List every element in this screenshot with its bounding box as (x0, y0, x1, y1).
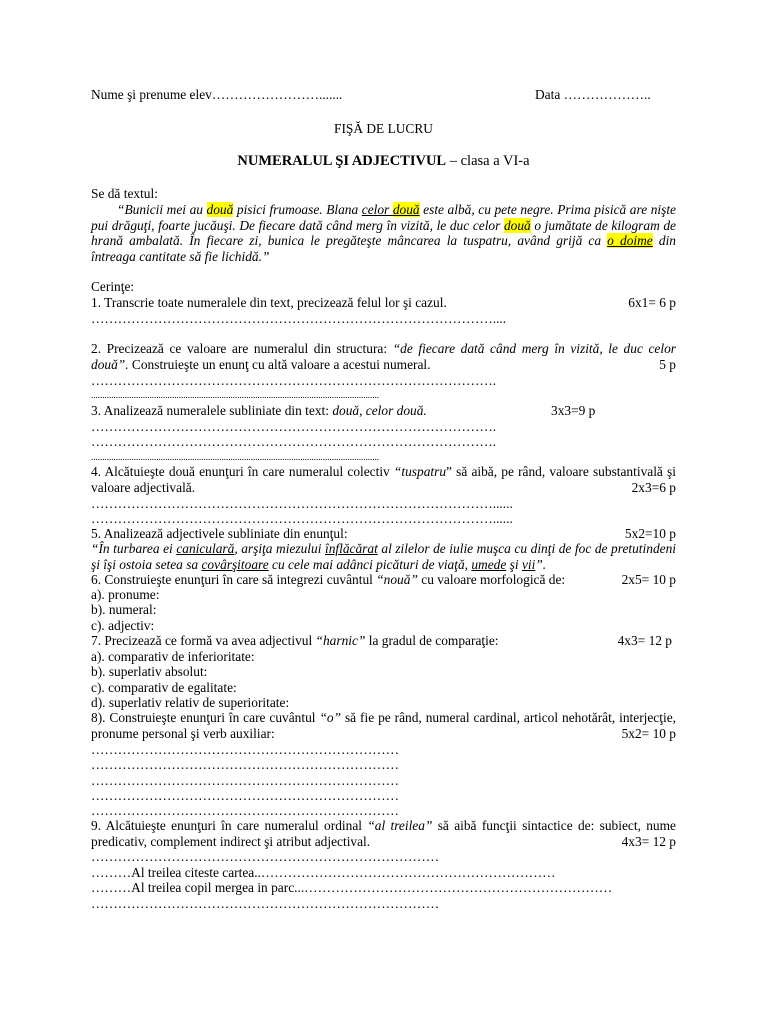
question-3-text: 3. Analizează numeralele subliniate din text: (91, 403, 333, 418)
question-9 (91, 818, 676, 849)
worksheet-subtitle (91, 154, 676, 170)
cerinte-label: Cerinţe: (91, 279, 135, 294)
answer-line[interactable]: ………………………………………………………………………………...... (91, 511, 513, 526)
sentence-part: al zilelor de iulie muşca cu dinţi de foc de pretutindeni şi îşi ostoia setea sa (91, 541, 676, 572)
question-7-text-2: la gradul de comparaţie: (365, 633, 499, 648)
question-7-points: 4x3= 12 p (617, 633, 672, 648)
subtitle-rest: – clasa a VI-a (446, 153, 530, 169)
question-6-points: 2x5= 10 p (621, 572, 676, 587)
question-8-quote: “o” (319, 710, 342, 725)
highlighted-numeral: două (206, 202, 234, 217)
passage-part: din întreaga cantitate să fie lichidă.” (91, 233, 676, 264)
student-name-label: Nume şi prenume elev……………………....... (91, 87, 343, 102)
passage-part: “Bunicii mei au (117, 202, 207, 217)
question-7 (91, 633, 676, 649)
question-5 (91, 526, 676, 542)
header-row (91, 87, 676, 103)
question-1-text: 1. Transcrie toate numeralele din text, precizează felul lor şi cazul. (91, 295, 447, 310)
sentence-part: ”. (535, 556, 547, 572)
question-6-option-b: b). numeral: (91, 602, 157, 617)
question-6-text-2: cu valoare morfologică de: (417, 572, 566, 587)
question-9-text: 9. Alcătuieşte enunţuri în care numeralul ordinal (91, 818, 368, 833)
answer-line[interactable]: …………………………………………………………… (91, 742, 399, 757)
question-2-text-2: Construieşte un enunţ cu altă valoare a acestui numeral. (128, 356, 431, 372)
underlined-adjective: covârşitoare (201, 556, 269, 572)
question-6-option-a: a). pronume: (91, 587, 160, 602)
question-7-option-d: d). superlativ relativ de superioritate: (91, 695, 290, 710)
answer-line[interactable]: ................................................................................................................................ (91, 452, 379, 462)
question-7-option-c: c). comparativ de egalitate: (91, 680, 237, 695)
question-7-option-a: a). comparativ de inferioritate: (91, 649, 255, 664)
question-9-points: 4x3= 12 p (621, 834, 676, 849)
answer-example-1[interactable]: ………Al treilea citeste cartea..………………………………………………………… (91, 865, 556, 880)
question-9-text-2: să aibă funcţii sintactice de: subiect, nume predicativ, complement indirect şi atribut adjectival. (91, 818, 676, 849)
answer-line[interactable]: ……………………………………………………………………………….... (91, 311, 507, 326)
question-5-points: 5x2=10 p (624, 526, 676, 541)
question-7-option-b: b). superlativ absolut: (91, 664, 208, 679)
question-9-quote: “al treilea” (367, 818, 433, 833)
answer-line[interactable]: …………………………………………………………… (91, 788, 399, 803)
answer-line[interactable]: …………………………………………………………… (91, 803, 399, 818)
answer-line[interactable]: ................................................................................................................................ (91, 390, 379, 400)
passage-part: pisici frumoase. Blana (233, 202, 362, 217)
question-1-points: 6x1= 6 p (628, 295, 676, 310)
question-5-text: 5. Analizează adjectivele subliniate din enunţul: (91, 526, 348, 541)
question-3-points: 3x3=9 p (551, 403, 596, 418)
underlined-adjective: umede (471, 556, 507, 572)
question-6-quote: “nouă” (376, 572, 418, 587)
question-8 (91, 710, 676, 741)
worksheet-page (91, 0, 676, 1024)
question-4-quote: “tuspatru (393, 464, 447, 479)
question-6-text: 6. Construieşte enunţuri în care să integrezi cuvântul (91, 572, 377, 587)
answer-example-2[interactable]: ………Al treilea copil mergea in parc...…………………………………………………………… (91, 880, 613, 895)
question-4-points: 2x3=6 p (631, 480, 676, 495)
question-3 (91, 403, 676, 419)
answer-line[interactable]: ………………………………………………………………………………. (91, 434, 497, 449)
sentence-part: cu cele mai adânci picături de viaţă, (268, 556, 472, 572)
underlined-adjective: caniculară (176, 541, 235, 556)
question-4-text: 4. Alcătuieşte două enunţuri în care numeralul colectiv (91, 464, 394, 479)
question-2-text: 2. Precizează ce valoare are numeralul din structura: (91, 341, 393, 356)
answer-line[interactable]: ………………………………………………………………………………...... (91, 496, 513, 511)
question-7-quote: “harnic” (315, 633, 366, 648)
underlined-highlighted-numeral: două (392, 202, 420, 217)
question-8-points: 5x2= 10 p (621, 726, 676, 741)
question-4-text-2: ” să aibă, pe rând, valoare substantivală şi valoare adjectivală. (91, 464, 676, 495)
answer-line[interactable]: …………………………………………………………… (91, 773, 399, 788)
question-6-option-c: c). adjectiv: (91, 618, 155, 633)
worksheet-title: FIŞĂ DE LUCRU (334, 121, 433, 136)
question-2-points: 5 p (659, 357, 676, 372)
date-label: Data ……………….. (535, 87, 651, 102)
passage-part: o jumătate de kilogram de hrană ambalată. În fiecare zi, bunica le pregăteşte mâncarea la tuspatru, având grijă ca (91, 217, 676, 249)
underlined-adjective: vii (521, 556, 536, 572)
subtitle-bold: NUMERALUL ŞI ADJECTIVUL (237, 153, 447, 169)
question-5-sentence (91, 541, 676, 572)
question-8-text-2: să fie pe rând, numeral cardinal, articol nehotărât, interjecţie, pronume personal şi verb auxiliar: (91, 710, 676, 741)
question-8-text: 8). Construieşte enunţuri în care cuvântul (91, 710, 320, 725)
passage-part: este albă, cu pete negre. Prima pisică are nişte pui drăguţi, foarte jucăuşi. De fiecare dată când merg în vizită, le duc celor (91, 202, 676, 233)
question-2 (91, 341, 676, 372)
question-2-quote: “de fiecare dată când merg în vizită, le duc celor două”. (91, 341, 677, 372)
question-4 (91, 464, 676, 495)
sentence-part: , arşiţa miezului (234, 541, 325, 556)
answer-line[interactable]: …………………………………………………………… (91, 757, 399, 772)
question-7-text: 7. Precizează ce formă va avea adjectivul (91, 633, 316, 648)
highlighted-numeral: două (503, 217, 531, 233)
question-1 (91, 295, 676, 311)
answer-line[interactable]: …………………………………………………………………… (91, 849, 440, 864)
highlighted-numeral: o doime (607, 233, 653, 249)
sentence-part: şi (506, 556, 522, 572)
underlined-numeral: celor (361, 202, 393, 217)
answer-line[interactable]: ………………………………………………………………………………. (91, 419, 497, 434)
sentence-part: “În turbarea ei (91, 541, 177, 556)
answer-line[interactable]: ………………………………………………………………………………. (91, 373, 497, 388)
underlined-adjective: înflăcărat (324, 541, 378, 556)
answer-line[interactable]: …………………………………………………………………… (91, 896, 440, 911)
question-3-quote: două, celor două. (332, 403, 427, 418)
text-intro: Se dă textul: (91, 186, 158, 201)
text-passage (91, 202, 676, 264)
question-6 (91, 572, 676, 588)
